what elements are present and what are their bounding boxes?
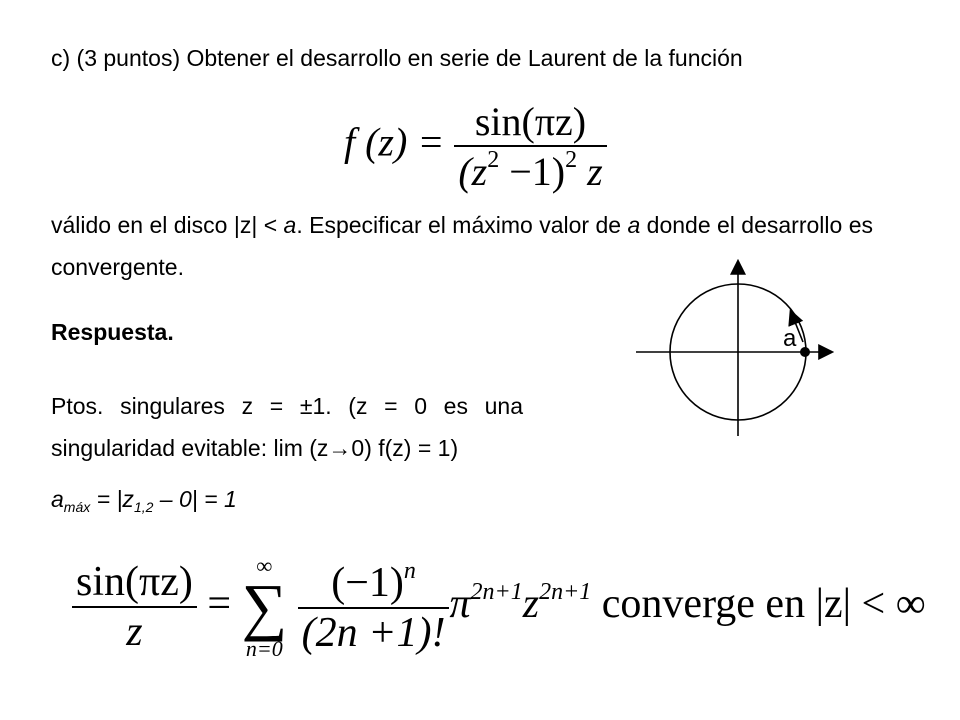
function-equation	[344, 98, 607, 195]
validity-var-a: a	[283, 212, 297, 238]
answer-heading: Respuesta.	[51, 319, 174, 345]
eq2-term-denominator: (2n +1)!	[301, 609, 446, 656]
eq2-fraction	[72, 558, 197, 656]
eq2-pi-exp: 2n+1	[470, 579, 523, 606]
disk-diagram	[628, 256, 838, 441]
eq2-term-fraction	[298, 558, 450, 657]
eq2-numerator: sin(πz)	[72, 558, 197, 608]
sum-lower-limit: n=0	[245, 635, 283, 661]
eq1-lhs: f (z) =	[344, 119, 445, 165]
eq1-fraction	[454, 98, 606, 195]
radius-point	[800, 347, 810, 357]
sum-symbol: ∑	[241, 571, 288, 642]
eq1-den-exp2: 2	[565, 147, 578, 173]
term-num-exp: n	[403, 557, 416, 584]
eq1-denominator	[454, 147, 606, 195]
eq2-denominator: z	[126, 609, 143, 656]
eq2-z-exp: 2n+1	[539, 579, 592, 606]
amax-end: – 0| = 1	[153, 486, 237, 512]
eq2-pi: π	[449, 581, 471, 628]
eq2-equals: =	[207, 581, 232, 628]
eq2-tail: converge en |z| < ∞	[591, 581, 926, 628]
eq1-den-open: (z	[458, 149, 488, 194]
amax-mid: = |z	[90, 486, 134, 512]
radius-label: a	[783, 325, 797, 352]
amax-sub2: 1,2	[133, 499, 154, 515]
amax-a: a	[51, 486, 64, 512]
eq2-z: z	[522, 581, 540, 628]
eq1-numerator: sin(πz)	[454, 98, 606, 147]
amax-line	[51, 485, 237, 516]
validity-var-a2: a	[627, 212, 641, 238]
validity-suffix: donde el desarrollo es convergente.	[51, 212, 873, 280]
problem-intro: c) (3 puntos) Obtener el desarrollo en serie de Laurent de la función	[51, 45, 743, 71]
validity-middle: . Especificar el máximo valor de	[296, 212, 628, 238]
eq1-den-mid: −1)	[499, 149, 566, 194]
series-equation	[72, 555, 926, 660]
eq2-term-numerator	[298, 558, 450, 609]
amax-sub: máx	[63, 499, 91, 515]
term-num: (−1)	[331, 559, 404, 606]
sum-block	[242, 555, 288, 660]
eq1-den-exp1: 2	[487, 147, 500, 173]
sum-upper-limit: ∞	[256, 553, 273, 578]
singular-points: Ptos. singulares z = ±1. (z = 0 es una singularidad evitable: lim (z→0) f(z) = 1)	[51, 393, 523, 461]
validity-prefix: válido en el disco |z| <	[51, 212, 284, 238]
eq1-den-end: z	[577, 149, 603, 194]
